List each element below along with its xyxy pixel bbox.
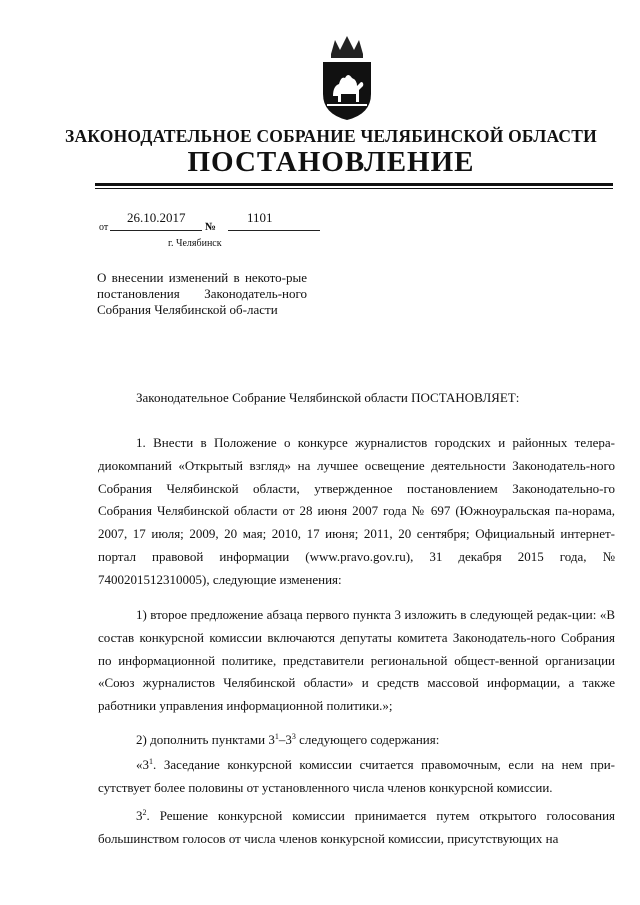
number-underline [228,230,320,231]
paragraph-2: 1) второе предложение абзаца первого пункта 3 изложить в следующей редак-ции: «В состав конкурсной комиссии включаются депутаты комитета Законодатель-ного Собрания по информационной политике, представители региональной общест-венной организации «Союз журналистов Челябинской области» и средств массовой информации, а также работники управления информационной политики.»; [98,607,615,714]
crown [331,36,363,58]
header-thick-rule [95,183,613,186]
organization-title: ЗАКОНОДАТЕЛЬНОЕ СОБРАНИЕ ЧЕЛЯБИНСКОЙ ОБЛАСТИ [65,126,597,146]
document-number: 1101 [247,210,273,225]
document-date: 26.10.2017 [127,210,186,225]
preamble: Законодательное Собрание Челябинской области ПОСТАНОВЛЯЕТ: [136,390,520,405]
date-underline [110,230,202,231]
document-subject: О внесении изменений в некото-рые постановления Законодатель-ного Собрания Челябинской об-ласти [97,270,307,317]
document-city: г. Челябинск [168,238,222,249]
mountain-stripe [327,104,367,106]
paragraph-5: $3^2$. Решение конкурсной комиссии принимается путем открытого голосования большинством голосов от числа членов конкурсной комиссии, присутствующих на [98,808,615,846]
paragraph-3: 2) дополнить пунктами $3^1-3^3$ следующего содержания: [136,732,440,747]
paragraph-1: 1. Внести в Положение о конкурсе журналистов городских и районных телера-диокомпаний «Открытый взгляд» на лучшее освещение деятельности Законодатель-ного Собрания Челябинской области, утвержденное постановлением Законодательно-го Собрания Челябинской области от 28 июня 2007 года № 697 (Южноуральская па-норама, 2007, 17 июля; 2009, 20 мая; 2010, 17 июня; 2011, 20 сентября; Официальный интернет-портал правовой информации (www.pravo.gov.ru), 31 декабря 2015 года, № 7400201512310005), следующие изменения: [98,435,615,587]
number-sign: № [205,221,217,233]
date-prefix: от [99,222,109,233]
chelyabinsk-coat-of-arms-icon [317,32,377,122]
document-type: ПОСТАНОВЛЕНИЕ [187,146,475,178]
header-thin-rule [95,188,613,189]
paragraph-4: «$3^1$. Заседание конкурсной комиссии считается правомочным, если на нем при-сутствует более половины от установленного числа членов конкурсной комиссии. [98,757,615,795]
